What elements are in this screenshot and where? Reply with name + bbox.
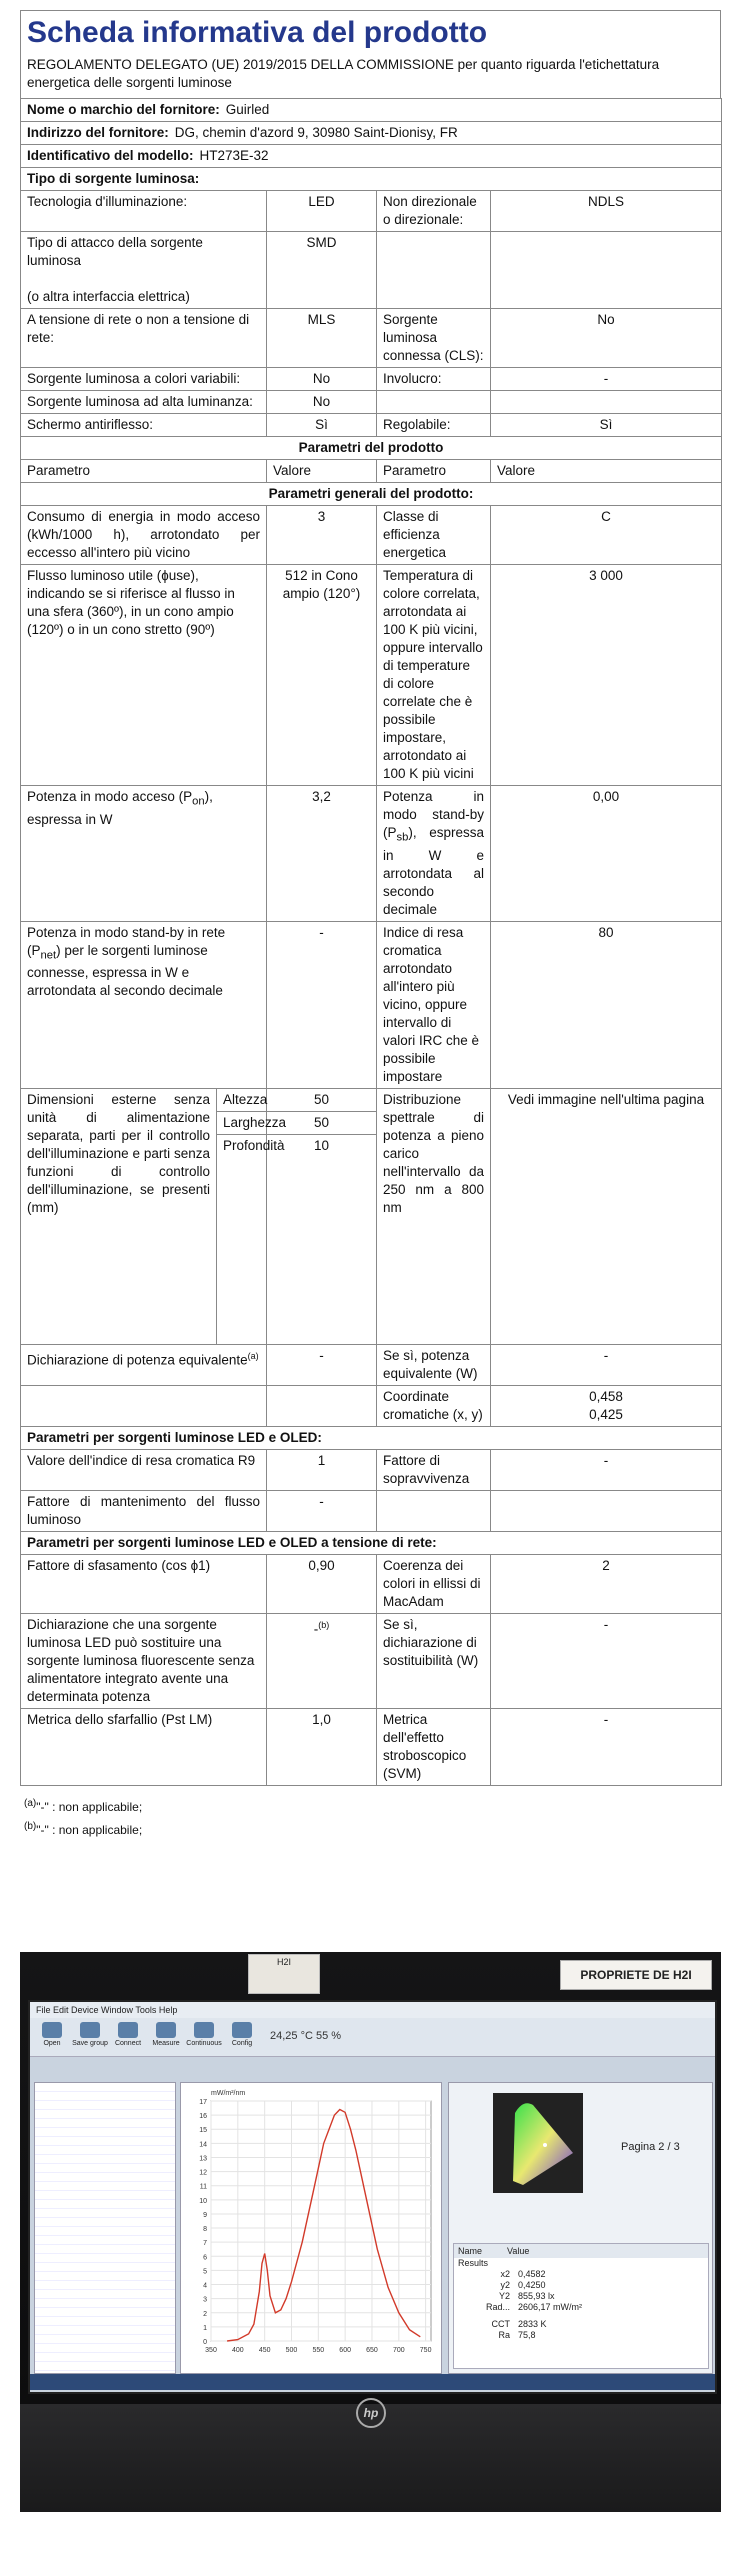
general-params-heading: Parametri generali del prodotto: <box>21 483 722 506</box>
param-label: Dichiarazione che una sorgente luminosa LED può sostituire una sorgente luminosa fluorescente senza alimentatore integrato avente una determinata potenza <box>21 1613 267 1708</box>
result-key: Rad... <box>485 2302 510 2312</box>
result-row <box>454 2280 708 2291</box>
dims-depth-label: Profondità <box>217 1134 267 1344</box>
param-row-energy <box>21 506 722 565</box>
dims-width-label: Larghezza <box>217 1111 267 1134</box>
x-tick-label: 500 <box>285 2347 298 2354</box>
result-value: 0,4250 <box>518 2280 546 2290</box>
tree-row[interactable] <box>35 2335 175 2344</box>
param-value: 1,0 <box>267 1708 377 1785</box>
tree-row[interactable] <box>35 2227 175 2236</box>
source-label: A tensione di rete o non a tensione di rete: <box>21 309 267 368</box>
param-label-2 <box>377 786 491 922</box>
y-tick-label: 2 <box>203 2310 207 2318</box>
source-value: No <box>267 391 377 414</box>
param-label-2: Se sì, dichiarazione di sostituibilità (W) <box>377 1613 491 1708</box>
text-part: Potenza in modo stand-by (P <box>383 789 484 840</box>
info-table <box>20 98 722 1786</box>
param-label-2: Se sì, potenza equivalente (W) <box>377 1344 491 1385</box>
y-tick-label: 5 <box>203 2268 207 2276</box>
led-params-heading: Parametri per sorgenti luminose LED e OLED: <box>21 1426 722 1449</box>
product-params-heading: Parametri del prodotto <box>21 437 722 460</box>
gamut-area <box>513 2103 573 2185</box>
x-tick-label: 700 <box>392 2347 405 2354</box>
tree-row[interactable] <box>35 2146 175 2155</box>
dims-width-value: 50 <box>267 1111 377 1134</box>
source-label-2: Sorgente luminosa connessa (CLS): <box>377 309 491 368</box>
param-label-2: Temperatura di colore correlata, arrotondata ai 100 K più vicini, oppure intervallo di temperature di colore correlate che è possibile impostare, arrotondato ai 100 K più vicini <box>377 565 491 786</box>
tree-row[interactable] <box>35 2200 175 2209</box>
dims-height-value: 50 <box>267 1088 377 1111</box>
text-part: Dichiarazione di potenza equivalente <box>27 1352 248 1368</box>
chroma-point <box>543 2143 547 2147</box>
param-value-2: 0,00 <box>491 786 722 922</box>
source-value-2: No <box>491 309 722 368</box>
y-tick-label: 16 <box>199 2113 207 2121</box>
param-row-flux <box>21 565 722 786</box>
dims-label: Dimensioni esterne senza unità di alimentazione separata, parti per il controllo dell'illuminazione e parti senza funzioni di controllo dell'illuminazione, se presenti (mm) <box>21 1088 217 1344</box>
tool-connect <box>110 2022 146 2052</box>
param-label <box>21 786 267 922</box>
model-id-label: Identificativo del modello: <box>27 148 194 163</box>
ownership-banner: PROPRIETE DE H2I <box>560 1960 712 1990</box>
param-value: 1 <box>267 1449 377 1490</box>
source-label: Schermo antiriflesso: <box>21 414 267 437</box>
laptop-screen <box>28 2000 717 2394</box>
result-key: CCT <box>491 2319 510 2329</box>
source-value: Sì <box>267 414 377 437</box>
tree-row[interactable] <box>35 2344 175 2353</box>
y-tick-label: 11 <box>199 2183 207 2191</box>
result-key: Y2 <box>498 2291 510 2301</box>
subscript: on <box>192 795 205 808</box>
param-label: Metrica dello sfarfallio (Pst LM) <box>21 1708 267 1785</box>
tool-open <box>34 2022 70 2052</box>
dims-row <box>21 1088 722 1111</box>
hp-logo: hp <box>356 2398 386 2428</box>
results-rows <box>454 2269 708 2341</box>
param-value-2 <box>491 1385 722 1426</box>
measurement-tree <box>34 2082 176 2374</box>
x-tick-label: 600 <box>339 2347 351 2354</box>
param-label <box>21 921 267 1088</box>
y-tick-label: 14 <box>199 2141 207 2149</box>
param-row-chroma <box>21 1385 722 1426</box>
result-row <box>454 2291 708 2302</box>
led-row-r9 <box>21 1449 722 1490</box>
spectral-value: Vedi immagine nell'ultima pagina <box>491 1088 722 1344</box>
tree-row[interactable] <box>35 2173 175 2182</box>
page-subtitle: REGOLAMENTO DELEGATO (UE) 2019/2015 DELLA COMMISSIONE per quanto riguarda l'etichettatura energetica delle sorgenti luminose <box>20 53 721 98</box>
spectrum-chart <box>181 2083 441 2373</box>
source-row <box>21 391 722 414</box>
results-header: Name Value <box>454 2244 708 2258</box>
result-value: 2833 K <box>518 2319 547 2329</box>
param-value: 0,90 <box>267 1554 377 1613</box>
tree-row[interactable] <box>35 2182 175 2191</box>
plug-icon <box>118 2022 138 2038</box>
param-label-2: Coerenza dei colori in ellissi di MacAdam <box>377 1554 491 1613</box>
empty-cell <box>491 1490 722 1531</box>
tree-row[interactable] <box>35 2290 175 2299</box>
footnote-text: "-" : non applicabile; <box>36 1822 143 1837</box>
param-value: 3,2 <box>267 786 377 922</box>
footnote-b <box>24 1817 721 1840</box>
tree-row[interactable] <box>35 2101 175 2110</box>
result-key: Ra <box>498 2330 510 2340</box>
results-title: Results <box>458 2258 489 2268</box>
app-menubar: File Edit Device Window Tools Help <box>30 2002 715 2018</box>
y-tick-label: 17 <box>199 2099 207 2106</box>
text-part: ), espressa in W <box>27 789 213 827</box>
footnote-mark: (a) <box>24 1797 37 1809</box>
result-row <box>454 2302 708 2313</box>
temperature-readout: 24,25 °C 55 % <box>270 2030 342 2042</box>
param-value-2: 2 <box>491 1554 722 1613</box>
supplier-address-value: DG, chemin d'azord 9, 30980 Saint-Dionisy, FR <box>174 125 458 140</box>
tool-measure <box>148 2022 184 2052</box>
tree-row[interactable] <box>35 2110 175 2119</box>
result-row <box>454 2269 708 2280</box>
tree-row[interactable] <box>35 2119 175 2128</box>
result-row <box>454 2330 708 2341</box>
empty-cell <box>267 1385 377 1426</box>
tree-row[interactable] <box>35 2092 175 2101</box>
param-value: - <box>267 1344 377 1385</box>
tool-continuous <box>186 2022 222 2052</box>
param-value-2: C <box>491 506 722 565</box>
source-label: Tipo di attacco della sorgente luminosa (o altra interfaccia elettrica) <box>21 232 267 309</box>
page-indicator: Pagina 2 / 3 <box>621 2141 680 2153</box>
tool-config <box>224 2022 260 2052</box>
source-type-heading: Tipo di sorgente luminosa: <box>21 168 722 191</box>
supplier-address-row <box>21 122 722 145</box>
param-label <box>21 1344 267 1385</box>
param-label: Valore dell'indice di resa cromatica R9 <box>21 1449 267 1490</box>
save-icon <box>80 2022 100 2038</box>
result-value: 855,93 lx <box>518 2291 555 2301</box>
empty-cell <box>377 1490 491 1531</box>
param-label-2: Coordinate cromatiche (x, y) <box>377 1385 491 1426</box>
wrench-icon <box>232 2022 252 2038</box>
tree-row[interactable] <box>35 2083 175 2092</box>
source-value: LED <box>267 191 377 232</box>
y-tick-label: 15 <box>199 2127 207 2135</box>
y-tick-label: 6 <box>203 2254 207 2262</box>
tool-label: Measure <box>152 2040 180 2047</box>
tree-row[interactable] <box>35 2209 175 2218</box>
result-value: 0,4582 <box>518 2269 546 2279</box>
cie-gamut <box>493 2093 583 2193</box>
source-value-2: - <box>491 368 722 391</box>
y-tick-label: 4 <box>203 2282 207 2290</box>
spectrometer-photo <box>20 1952 721 2512</box>
param-label-2: Indice di resa cromatica arrotondato all'intero più vicino, oppure intervallo di valori IRC che è possibile impostare <box>377 921 491 1088</box>
plot-area <box>211 2101 431 2341</box>
source-label: Sorgente luminosa a colori variabili: <box>21 368 267 391</box>
tree-row[interactable] <box>35 2362 175 2371</box>
spectral-label: Distribuzione spettrale di potenza a pieno carico nell'intervallo da 250 nm a 800 nm <box>377 1088 491 1344</box>
supplier-name-label: Nome o marchio del fornitore: <box>27 102 220 117</box>
source-row <box>21 309 722 368</box>
footnote-ref: (b) <box>318 1619 330 1630</box>
source-row <box>21 414 722 437</box>
result-row <box>454 2319 708 2330</box>
result-key: y2 <box>500 2280 510 2290</box>
tree-row[interactable] <box>35 2191 175 2200</box>
supplier-address-label: Indirizzo del fornitore: <box>27 125 169 140</box>
tree-row[interactable] <box>35 2218 175 2227</box>
subscript: net <box>40 949 57 962</box>
tree-row[interactable] <box>35 2308 175 2317</box>
result-key: x2 <box>500 2269 510 2279</box>
tree-row[interactable] <box>35 2254 175 2263</box>
loop-icon <box>194 2022 214 2038</box>
results-table <box>453 2243 709 2369</box>
product-sheet <box>20 10 721 1840</box>
model-id-row <box>21 145 722 168</box>
chroma-y: 0,425 <box>589 1406 623 1422</box>
tool-label: Continuous <box>186 2040 222 2047</box>
taskbar <box>30 2374 715 2390</box>
param-value-2: - <box>491 1449 722 1490</box>
source-label-2: Involucro: <box>377 368 491 391</box>
param-label-2: Metrica dell'effetto stroboscopico (SVM) <box>377 1708 491 1785</box>
led-row-maintenance <box>21 1490 722 1531</box>
footnote-text: "-" : non applicabile; <box>36 1799 143 1814</box>
source-value: MLS <box>267 309 377 368</box>
x-tick-label: 350 <box>205 2347 217 2354</box>
model-id-value: HT273E-32 <box>199 148 269 163</box>
y-axis-label: mW/m²/nm <box>211 2090 246 2097</box>
x-tick-label: 750 <box>419 2347 432 2354</box>
tree-row[interactable] <box>35 2281 175 2290</box>
param-value: - <box>267 1490 377 1531</box>
supplier-name-value: Guirled <box>225 102 270 117</box>
empty-cell <box>21 1385 267 1426</box>
y-tick-label: 7 <box>203 2240 207 2248</box>
tree-row[interactable] <box>35 2299 175 2308</box>
tree-row[interactable] <box>35 2155 175 2164</box>
tool-label: Config <box>231 2040 253 2047</box>
param-row-power <box>21 786 722 922</box>
param-label: Fattore di sfasamento (cos ϕ1) <box>21 1554 267 1613</box>
mains-row-phase <box>21 1554 722 1613</box>
source-label-2 <box>377 232 491 309</box>
y-tick-label: 10 <box>199 2197 207 2205</box>
tree-row[interactable] <box>35 2317 175 2326</box>
value-text: - <box>313 1621 319 1637</box>
source-label-2: Non direzionale o direzionale: <box>377 191 491 232</box>
param-row-standby-net <box>21 921 722 1088</box>
source-value-2: NDLS <box>491 191 722 232</box>
y-tick-label: 9 <box>203 2211 207 2219</box>
param-row-equivalent <box>21 1344 722 1385</box>
source-label-2 <box>377 391 491 414</box>
result-value: 2606,17 mW/m² <box>518 2302 583 2312</box>
text-part: ) per le sorgenti luminose connesse, espressa in W e arrotondata al secondo decimale <box>27 942 223 999</box>
source-value: No <box>267 368 377 391</box>
footnote-a <box>24 1794 721 1817</box>
tree-row[interactable] <box>35 2128 175 2137</box>
param-label: Fattore di mantenimento del flusso luminoso <box>21 1490 267 1531</box>
source-row <box>21 368 722 391</box>
mains-row-flicker <box>21 1708 722 1785</box>
tool-label: Save group <box>72 2040 108 2047</box>
tree-row[interactable] <box>35 2326 175 2335</box>
cie-diagram <box>493 2093 583 2193</box>
y-tick-label: 1 <box>203 2324 207 2332</box>
param-value: 3 <box>267 506 377 565</box>
param-value-2: - <box>491 1708 722 1785</box>
tool-label: Open <box>43 2040 61 2047</box>
source-value-2 <box>491 391 722 414</box>
source-value: SMD <box>267 232 377 309</box>
y-tick-label: 8 <box>203 2226 207 2234</box>
source-row <box>21 191 722 232</box>
param-value-2: - <box>491 1613 722 1708</box>
chroma-x: 0,458 <box>589 1388 623 1404</box>
x-tick-label: 450 <box>258 2347 271 2354</box>
text-part: Potenza in modo acceso (P <box>27 789 193 804</box>
x-tick-label: 550 <box>312 2347 325 2354</box>
param-label: Flusso luminoso utile (ɸuse), indicando se si riferisce al flusso in una sfera (360º), in un cono ampio (120º) o in un cono stretto (90º) <box>21 565 267 786</box>
col-value: Valore <box>267 460 377 483</box>
col-value-2: Valore <box>491 460 722 483</box>
y-tick-label: 0 <box>203 2339 207 2346</box>
dims-depth-value: 10 <box>267 1134 377 1344</box>
source-label: Tecnologia d'illuminazione: <box>21 191 267 232</box>
param-value-2: 3 000 <box>491 565 722 786</box>
param-label: Consumo di energia in modo acceso (kWh/1000 h), arrotondato per eccesso all'intero più vicino <box>21 506 267 565</box>
text-part: Potenza in modo stand-by in rete (P <box>27 924 226 958</box>
dims-height-label: Altezza <box>217 1088 267 1111</box>
footnotes <box>20 1786 721 1840</box>
source-row <box>21 232 722 309</box>
col-param: Parametro <box>21 460 267 483</box>
tool-label: Connect <box>114 2040 142 2047</box>
param-value-2: 80 <box>491 921 722 1088</box>
y-tick-label: 3 <box>203 2296 207 2304</box>
text-part: ), espressa in W e arrotondata al secondo decimale <box>383 825 484 917</box>
footnote-mark: (b) <box>24 1820 37 1832</box>
param-value: - <box>267 921 377 1088</box>
sticky-label: H2I <box>248 1954 320 1994</box>
mains-row-replace <box>21 1613 722 1708</box>
tree-row[interactable] <box>35 2245 175 2254</box>
chromaticity-panel <box>448 2082 713 2374</box>
supplier-name-row <box>21 99 722 122</box>
app-toolbar <box>30 2018 715 2057</box>
tree-row[interactable] <box>35 2263 175 2272</box>
y-tick-label: 13 <box>199 2155 207 2163</box>
tree-row[interactable] <box>35 2236 175 2245</box>
tree-row[interactable] <box>35 2353 175 2362</box>
measure-icon <box>156 2022 176 2038</box>
column-header-row <box>21 460 722 483</box>
footnote-ref: (a) <box>247 1350 259 1361</box>
source-value-2 <box>491 232 722 309</box>
param-label-2: Fattore di sopravvivenza <box>377 1449 491 1490</box>
source-value-2: Sì <box>491 414 722 437</box>
source-label: Sorgente luminosa ad alta luminanza: <box>21 391 267 414</box>
subscript: sb <box>396 831 409 844</box>
result-value: 75,8 <box>518 2330 536 2340</box>
param-label-2: Classe di efficienza energetica <box>377 506 491 565</box>
tree-row[interactable] <box>35 2164 175 2173</box>
folder-icon <box>42 2022 62 2038</box>
tree-row[interactable] <box>35 2137 175 2146</box>
col-param-2: Parametro <box>377 460 491 483</box>
param-value <box>267 1613 377 1708</box>
page-title: Scheda informativa del prodotto <box>20 10 721 53</box>
param-value-2: - <box>491 1344 722 1385</box>
source-label-2: Regolabile: <box>377 414 491 437</box>
y-tick-label: 12 <box>199 2169 207 2177</box>
spectrum-graph-window <box>180 2082 442 2374</box>
tool-save <box>72 2022 108 2052</box>
tree-row[interactable] <box>35 2272 175 2281</box>
param-value: 512 in Cono ampio (120°) <box>267 565 377 786</box>
mains-params-heading: Parametri per sorgenti luminose LED e OLED a tensione di rete: <box>21 1531 722 1554</box>
x-tick-label: 650 <box>366 2347 378 2354</box>
x-tick-label: 400 <box>231 2347 244 2354</box>
